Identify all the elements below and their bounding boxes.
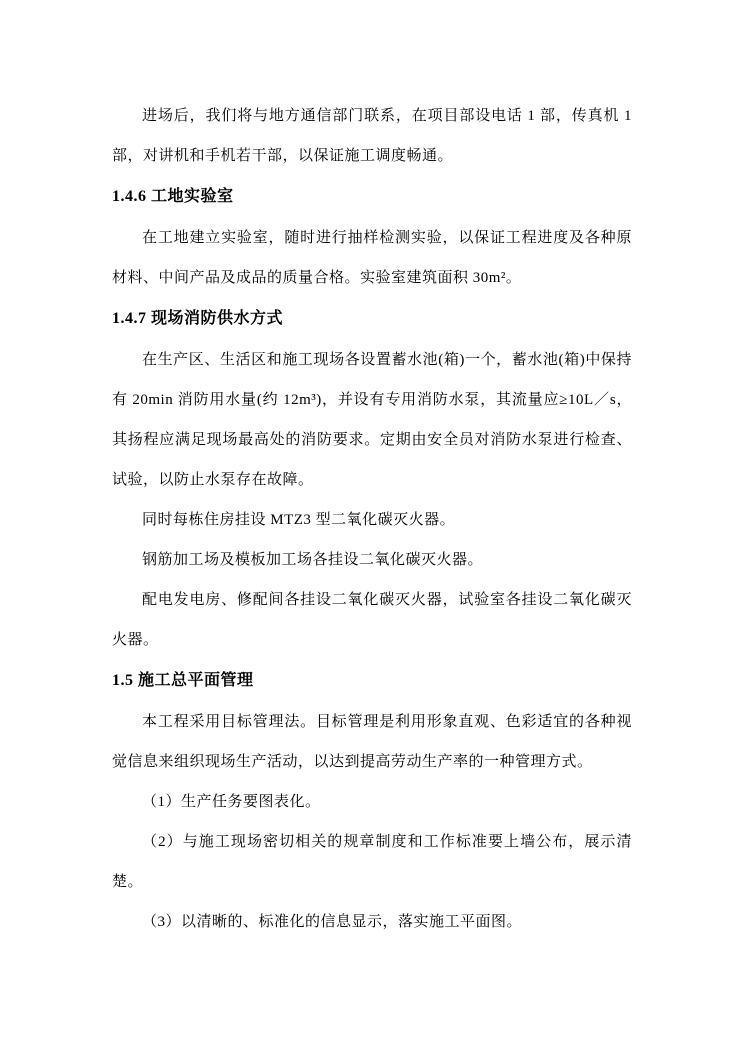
document-body — [112, 96, 632, 942]
list-item-1-production-tasks: （1）生产任务要图表化。 — [142, 794, 321, 810]
paragraph-target-management: 本工程采用目标管理法。目标管理是利用形象直观、色彩适宜的各种视觉信息来组织现场生产活动，以达到提高劳动生产率的一种管理方式。 — [112, 714, 632, 770]
paragraph-extinguisher-workshop: 钢筋加工场及模板加工场各挂设二氧化碳灭火器。 — [142, 552, 484, 568]
paragraph-fire-water-supply: 在生产区、生活区和施工现场各设置蓄水池(箱)一个，蓄水池(箱)中保持有 20min 消防用水量(约 12m³)，并设有专用消防水泵，其流量应≥10L／s，其扬程应满足现场最高处的消防要求。定期由安全员对消防水泵进行检查、试验，以防止水泵存在故障。 — [112, 352, 632, 488]
paragraph-site-laboratory: 在工地建立实验室，随时进行抽样检测实验，以保证工程进度及各种原材料、中间产品及成品的质量合格。实验室建筑面积 30m²。 — [112, 230, 632, 286]
list-item-2-rules-on-wall: （2）与施工现场密切相关的规章制度和工作标准要上墙公布，展示清楚。 — [112, 834, 632, 890]
heading-1-4-7-fire-water-supply: 1.4.7 现场消防供水方式 — [112, 310, 284, 327]
paragraph-extinguisher-power: 配电发电房、修配间各挂设二氧化碳灭火器，试验室各挂设二氧化碳灭火器。 — [112, 592, 632, 648]
paragraph-intro-communication: 进场后，我们将与地方通信部门联系，在项目部设电话 1 部，传真机 1 部，对讲机和手机若干部，以保证施工调度畅通。 — [112, 108, 632, 164]
heading-1-5-site-plan-management: 1.5 施工总平面管理 — [112, 672, 254, 689]
list-item-3-standardized-info: （3）以清晰的、标准化的信息显示，落实施工平面图。 — [142, 914, 523, 930]
paragraph-extinguisher-housing: 同时每栋住房挂设 MTZ3 型二氧化碳灭火器。 — [142, 512, 456, 528]
heading-1-4-6-site-laboratory: 1.4.6 工地实验室 — [112, 188, 234, 205]
